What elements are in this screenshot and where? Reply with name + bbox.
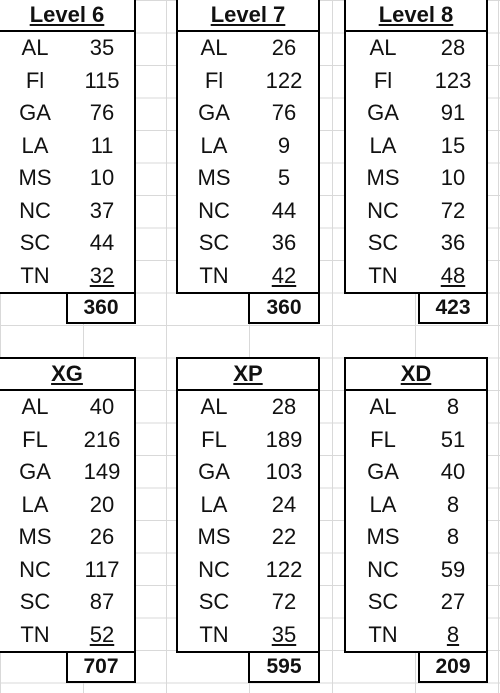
value-cell[interactable]: 22	[271, 524, 297, 550]
table-row	[0, 130, 134, 163]
table-row	[346, 424, 486, 457]
table-row	[346, 97, 486, 130]
table-row	[178, 227, 318, 260]
state-cell[interactable]: TN	[368, 621, 398, 647]
table-title[interactable]: XG	[0, 359, 134, 391]
value-cell[interactable]: 76	[89, 100, 115, 126]
state-cell[interactable]: SC	[367, 230, 399, 256]
state-cell[interactable]: FL	[201, 426, 227, 452]
state-cell[interactable]: NC	[198, 197, 230, 223]
state-cell[interactable]: TN	[199, 262, 229, 288]
state-cell[interactable]: SC	[19, 230, 51, 256]
table-row	[0, 424, 134, 457]
value-cell[interactable]: 20	[89, 491, 115, 517]
state-cell[interactable]: LA	[369, 491, 397, 517]
state-cell[interactable]: LA	[369, 132, 397, 158]
table-row	[0, 162, 134, 195]
value-cell[interactable]: 24	[271, 491, 297, 517]
value-cell[interactable]: 59	[440, 556, 466, 582]
state-cell[interactable]: GA	[19, 100, 51, 126]
table-border	[344, 0, 488, 294]
value-cell[interactable]: 40	[89, 394, 115, 420]
table-row	[0, 554, 134, 587]
table-row	[346, 130, 486, 163]
state-cell[interactable]: MS	[197, 524, 231, 550]
state-cell[interactable]: TN	[20, 262, 50, 288]
table-title[interactable]: Level 8	[346, 0, 486, 32]
table-row	[346, 619, 486, 652]
table-border	[176, 0, 320, 294]
value-cell[interactable]: 72	[271, 589, 297, 615]
table-row	[346, 521, 486, 554]
table-row	[0, 65, 134, 98]
state-cell[interactable]: FL	[22, 426, 48, 452]
state-cell[interactable]: NC	[19, 197, 51, 223]
state-cell[interactable]: Fl	[204, 67, 224, 93]
table-row	[346, 554, 486, 587]
state-cell[interactable]: NC	[19, 556, 51, 582]
state-cell[interactable]: AL	[369, 394, 397, 420]
table-row	[346, 456, 486, 489]
state-cell[interactable]: SC	[198, 230, 230, 256]
table-rows	[178, 391, 318, 651]
state-cell[interactable]: MS	[18, 165, 52, 191]
value-cell[interactable]: 44	[271, 197, 297, 223]
value-cell[interactable]: 15	[440, 132, 466, 158]
table-row	[0, 195, 134, 228]
table-row	[346, 32, 486, 65]
state-cell[interactable]: AL	[369, 35, 397, 61]
value-cell[interactable]: 36	[271, 230, 297, 256]
value-cell[interactable]: 8	[446, 491, 460, 517]
table-row	[178, 195, 318, 228]
value-cell[interactable]: 40	[440, 459, 466, 485]
total-cell[interactable]: 360	[248, 292, 320, 324]
table-border	[176, 357, 320, 653]
state-cell[interactable]: AL	[21, 35, 49, 61]
table-row	[0, 619, 134, 652]
value-cell[interactable]: 10	[89, 165, 115, 191]
table-row	[0, 391, 134, 424]
state-cell[interactable]: LA	[200, 491, 228, 517]
state-cell[interactable]: MS	[18, 524, 52, 550]
table-row	[178, 65, 318, 98]
value-cell[interactable]: 123	[434, 67, 472, 93]
state-cell[interactable]: GA	[19, 459, 51, 485]
value-cell[interactable]: 42	[271, 262, 297, 288]
value-cell[interactable]: 189	[265, 426, 303, 452]
table-row	[178, 32, 318, 65]
table-row	[178, 554, 318, 587]
state-cell[interactable]: GA	[198, 459, 230, 485]
state-cell[interactable]: GA	[198, 100, 230, 126]
value-cell[interactable]: 115	[84, 67, 120, 93]
state-cell[interactable]: FL	[370, 426, 396, 452]
table-border	[344, 357, 488, 653]
value-cell[interactable]: 27	[440, 589, 466, 615]
table-row	[0, 32, 134, 65]
table-row	[346, 260, 486, 293]
value-cell[interactable]: 9	[277, 132, 291, 158]
value-cell[interactable]: 35	[89, 35, 115, 61]
table-rows	[0, 391, 134, 651]
state-cell[interactable]: SC	[19, 589, 51, 615]
value-cell[interactable]: 52	[89, 621, 115, 647]
total-cell[interactable]: 707	[66, 651, 136, 683]
total-cell[interactable]: 595	[248, 651, 320, 683]
value-cell[interactable]: 8	[446, 394, 460, 420]
value-cell[interactable]: 8	[446, 621, 460, 647]
value-cell[interactable]: 26	[271, 35, 297, 61]
value-cell[interactable]: 51	[440, 426, 466, 452]
table-row	[178, 489, 318, 522]
value-cell[interactable]: 28	[271, 394, 297, 420]
table-row	[346, 65, 486, 98]
value-cell[interactable]: 32	[89, 262, 115, 288]
state-cell[interactable]: AL	[21, 394, 49, 420]
table-row	[0, 586, 134, 619]
table-row	[0, 489, 134, 522]
value-cell[interactable]: 91	[440, 100, 466, 126]
state-cell[interactable]: Fl	[373, 67, 393, 93]
value-cell[interactable]: 44	[89, 230, 115, 256]
value-cell[interactable]: 72	[440, 197, 466, 223]
table-rows	[346, 32, 486, 292]
state-cell[interactable]: SC	[367, 589, 399, 615]
state-cell[interactable]: Fl	[25, 67, 45, 93]
table-row	[0, 260, 134, 293]
table-row	[346, 489, 486, 522]
table-row	[0, 521, 134, 554]
table-rows	[178, 32, 318, 292]
table-title[interactable]: Level 7	[178, 0, 318, 32]
value-cell[interactable]: 10	[440, 165, 466, 191]
value-cell[interactable]: 37	[89, 197, 115, 223]
table-title[interactable]: XP	[178, 359, 318, 391]
table-row	[178, 391, 318, 424]
value-cell[interactable]: 103	[265, 459, 303, 485]
table-row	[178, 521, 318, 554]
table-border	[0, 357, 136, 653]
state-cell[interactable]: TN	[20, 621, 50, 647]
value-cell[interactable]: 11	[90, 132, 114, 158]
table-row	[178, 619, 318, 652]
table-title[interactable]: Level 6	[0, 0, 134, 32]
state-cell[interactable]: LA	[200, 132, 228, 158]
state-cell[interactable]: GA	[367, 100, 399, 126]
table-row	[178, 162, 318, 195]
value-cell[interactable]: 35	[271, 621, 297, 647]
state-cell[interactable]: SC	[198, 589, 230, 615]
state-cell[interactable]: LA	[21, 132, 49, 158]
value-cell[interactable]: 117	[84, 556, 120, 582]
table-row	[346, 227, 486, 260]
state-cell[interactable]: TN	[368, 262, 398, 288]
table-row	[346, 586, 486, 619]
total-cell[interactable]: 209	[418, 651, 488, 683]
table-row	[178, 130, 318, 163]
state-cell[interactable]: GA	[367, 459, 399, 485]
total-cell[interactable]: 423	[418, 292, 488, 324]
value-cell[interactable]: 122	[265, 67, 303, 93]
state-cell[interactable]: AL	[200, 394, 228, 420]
value-cell[interactable]: 149	[83, 459, 121, 485]
state-cell[interactable]: NC	[198, 556, 230, 582]
table-rows	[0, 32, 134, 292]
table-row	[178, 586, 318, 619]
table-row	[178, 456, 318, 489]
value-cell[interactable]: 122	[265, 556, 303, 582]
table-row	[178, 97, 318, 130]
total-cell[interactable]: 360	[66, 292, 136, 324]
state-cell[interactable]: NC	[367, 197, 399, 223]
state-cell[interactable]: NC	[367, 556, 399, 582]
table-row	[0, 227, 134, 260]
state-cell[interactable]: AL	[200, 35, 228, 61]
state-cell[interactable]: MS	[197, 165, 231, 191]
state-cell[interactable]: TN	[199, 621, 229, 647]
table-border	[0, 0, 136, 294]
table-rows	[346, 391, 486, 651]
state-cell[interactable]: MS	[366, 165, 400, 191]
value-cell[interactable]: 5	[277, 165, 291, 191]
value-cell[interactable]: 216	[83, 426, 121, 452]
state-cell[interactable]: MS	[366, 524, 400, 550]
table-row	[346, 391, 486, 424]
value-cell[interactable]: 87	[89, 589, 115, 615]
table-row	[346, 195, 486, 228]
value-cell[interactable]: 36	[440, 230, 466, 256]
value-cell[interactable]: 28	[440, 35, 466, 61]
value-cell[interactable]: 76	[271, 100, 297, 126]
table-row	[0, 97, 134, 130]
table-row	[346, 162, 486, 195]
value-cell[interactable]: 26	[89, 524, 115, 550]
value-cell[interactable]: 8	[446, 524, 460, 550]
table-row	[178, 424, 318, 457]
state-cell[interactable]: LA	[21, 491, 49, 517]
table-row	[178, 260, 318, 293]
table-title[interactable]: XD	[346, 359, 486, 391]
value-cell[interactable]: 48	[440, 262, 466, 288]
table-row	[0, 456, 134, 489]
